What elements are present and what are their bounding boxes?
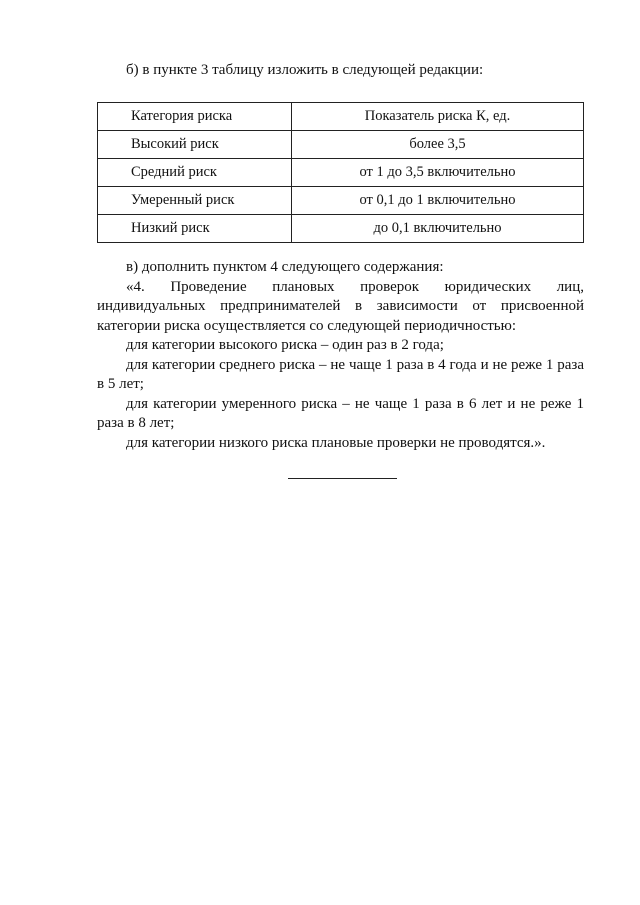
table-row xyxy=(98,215,584,243)
header-category: Категория риска xyxy=(98,103,292,131)
row-indicator: от 0,1 до 1 включительно xyxy=(292,187,584,215)
row-indicator: от 1 до 3,5 включительно xyxy=(292,159,584,187)
list-item: для категории умеренного риска – не чаще 1 раза в 6 лет и не реже 1 раза в 8 лет; xyxy=(97,395,584,431)
text-block xyxy=(97,258,584,453)
row-indicator: до 0,1 включительно xyxy=(292,215,584,243)
row-category: Высокий риск xyxy=(98,131,292,159)
list-item: для категории среднего риска – не чаще 1 раза в 4 года и не реже 1 раза в 5 лет; xyxy=(97,356,584,392)
row-indicator: более 3,5 xyxy=(292,131,584,159)
table-row xyxy=(98,131,584,159)
table-header-row xyxy=(98,103,584,131)
row-category: Умеренный риск xyxy=(98,187,292,215)
table-row xyxy=(98,159,584,187)
table-row xyxy=(98,187,584,215)
row-category: Низкий риск xyxy=(98,215,292,243)
row-category: Средний риск xyxy=(98,159,292,187)
separator-line xyxy=(288,478,397,479)
clause-4-text: «4. Проведение плановых проверок юридических лиц, индивидуальных предпринимателей в зависимости от присвоенной категории риска осуществляется со следующей периодичностью: xyxy=(97,278,584,334)
header-indicator: Показатель риска К, ед. xyxy=(292,103,584,131)
list-item: для категории низкого риска плановые проверки не проводятся.». xyxy=(126,434,546,451)
list-item: для категории высокого риска – один раз в 2 года; xyxy=(126,337,444,353)
intro-c-text: в) дополнить пунктом 4 следующего содержания: xyxy=(126,259,444,275)
risk-table xyxy=(97,102,584,243)
intro-b-text: б) в пункте 3 таблицу изложить в следующей редакции: xyxy=(126,62,484,78)
